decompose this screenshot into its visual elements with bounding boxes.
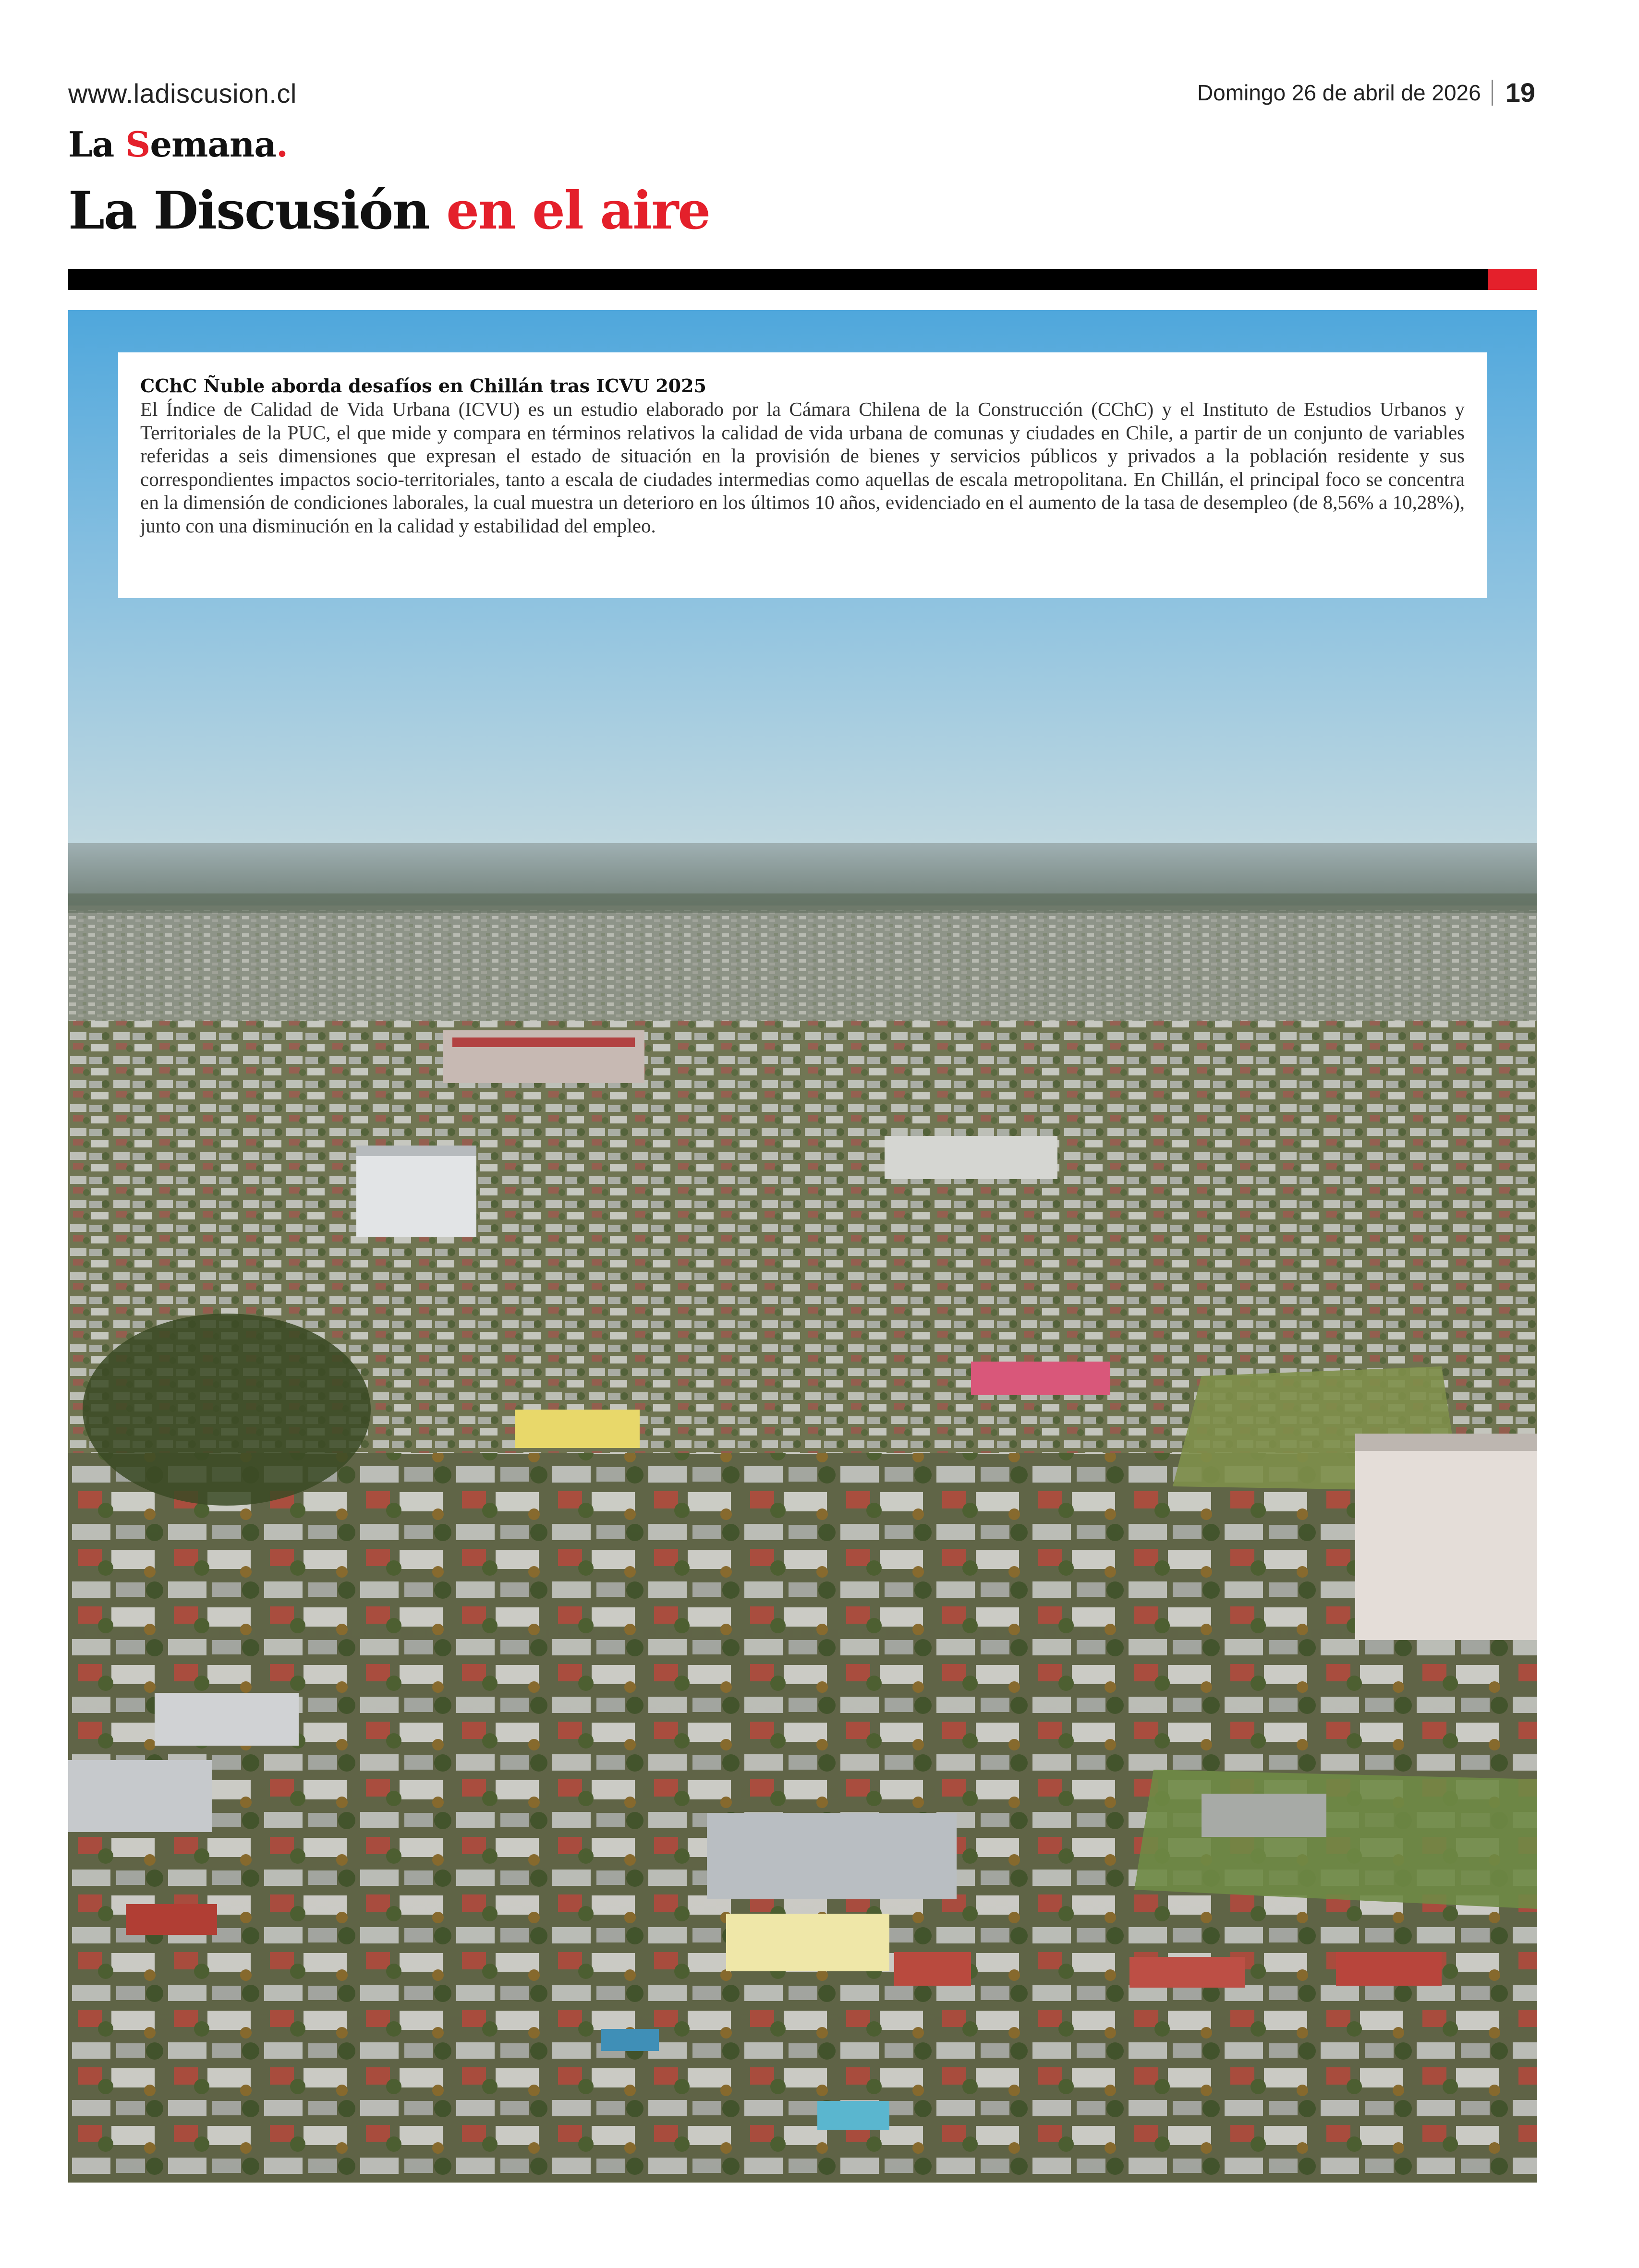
headline-red: en el aire [446,181,710,241]
page-number: 19 [1505,77,1535,108]
headline-black: La Discusión [68,181,429,241]
section-title-dot: . [276,124,288,165]
caption-title: CChC Ñuble aborda desafíos en Chillán tras ICVU 2025 [140,375,707,397]
date-separator [1492,80,1493,106]
section-title-part1: La [68,124,114,165]
header-rule-red [1488,269,1537,290]
page-headline [68,181,710,241]
website-url: www.ladiscusion.cl [68,78,297,109]
header-rule-black [68,269,1488,290]
date-bar [1197,77,1535,108]
issue-date: Domingo 26 de abril de 2026 [1197,80,1481,105]
caption-box [118,352,1487,598]
section-title-rest: emana [150,124,277,165]
section-title-initial: S [125,124,150,165]
caption-body: El Índice de Calidad de Vida Urbana (ICVU) es un estudio elaborado por la Cámara Chilena de la Construcción (CChC) y el Instituto de Estudios Urbanos y Territoriales de la PUC, el que mide y compara en términos relativos la calidad de vida urbana de comunas y ciudades en Chile, a partir de un conjunto de variables referidas a seis dimensiones que expresan el estado de situación en la provisión de bienes y servicios públicos y privados a la población residente y sus correspondientes impactos socio-territoriales, tanto a escala de ciudades intermedias como aquellas de escala metropolitana. En Chillán, el principal foco se concentra en la dimensión de condiciones laborales, la cual muestra un deterioro en los últimos 10 años, evidenciado en el aumento de la tasa de desempleo (de 8,56% a 10,28%), junto con una disminución en la calidad y estabilidad del empleo. [140,398,1465,537]
section-title [68,124,288,165]
